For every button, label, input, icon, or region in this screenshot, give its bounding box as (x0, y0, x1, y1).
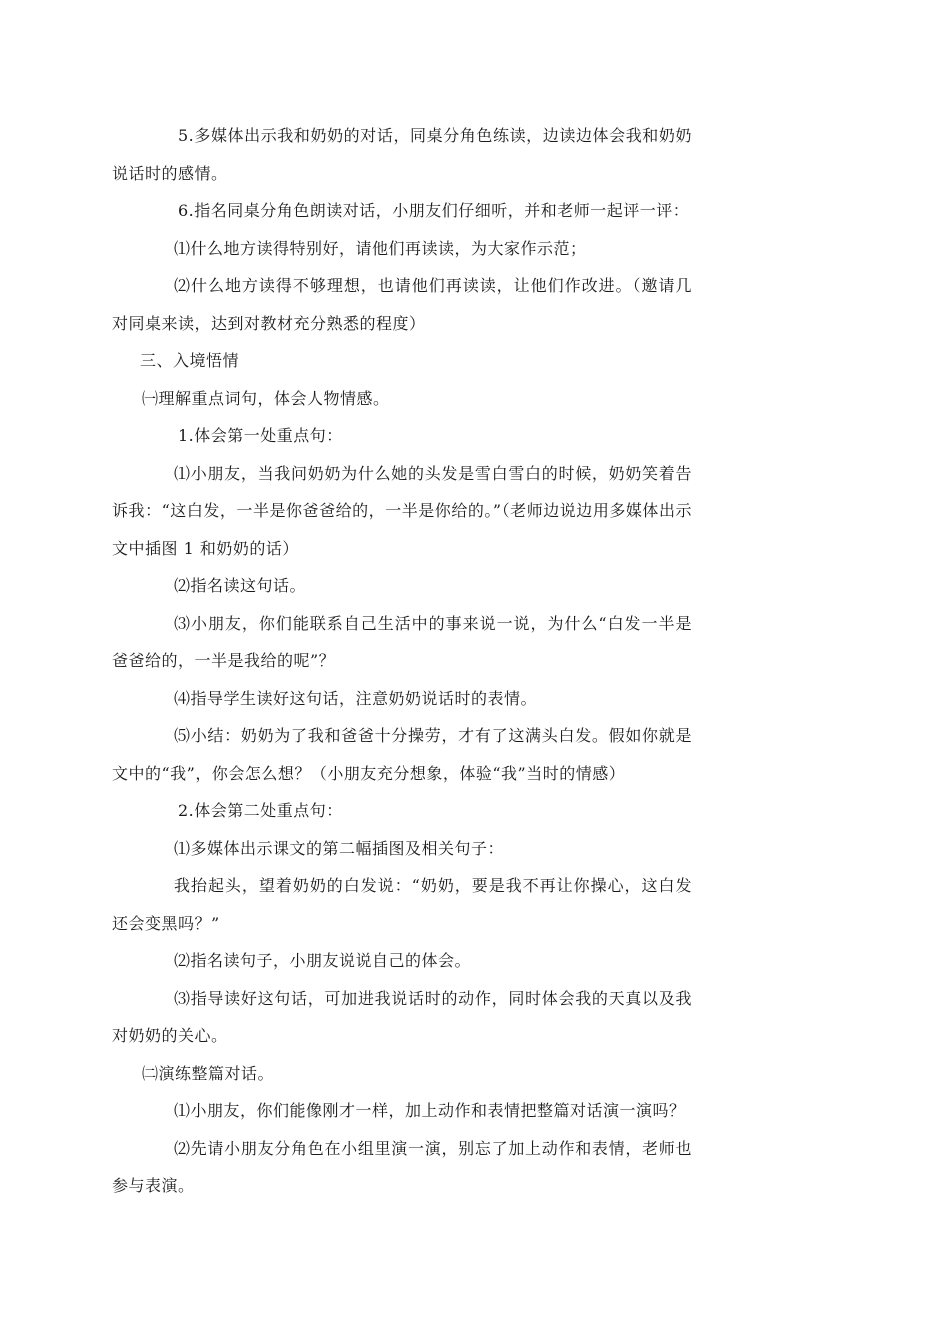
paragraph-step-6-item-1: ⑴什么地方读得特别好，请他们再读读，为大家作示范； (174, 238, 587, 258)
key-sentence-2-heading: 2.体会第二处重点句： (178, 801, 343, 820)
paragraph-step-5: 5.多媒体出示我和奶奶的对话，同桌分角色练读，边读边体会我和奶奶说话时的感情。 (112, 126, 692, 183)
key-sentence-1-item-5: ⑸小结：奶奶为了我和爸爸十分操劳，才有了这满头白发。假如你就是文中的“我”，你会怎么想？（小朋友充分想象，体验“我”当时的情感） (112, 726, 692, 783)
section-heading-3: 三、入境悟情 (140, 351, 240, 370)
key-sentence-1-item-2: ⑵指名读这句话。 (174, 576, 307, 595)
body-text (112, 117, 692, 1205)
subsection-heading-1: ㈠理解重点词句，体会人物情感。 (142, 388, 390, 408)
key-sentence-1-item-1: ⑴小朋友，当我问奶奶为什么她的头发是雪白雪白的时候，奶奶笑着告诉我：“这白发，一半是你爸爸给的，一半是你给的。”（老师边说边用多媒体出示文中插图 1 和奶奶的话） (112, 463, 692, 558)
dialogue-item-2: ⑵先请小朋友分角色在小组里演一演，别忘了加上动作和表情，老师也参与表演。 (112, 1138, 692, 1195)
key-sentence-2-quote: 我抬起头，望着奶奶的白发说：“奶奶，要是我不再让你操心，这白发还会变黑吗？” (112, 876, 692, 933)
key-sentence-2-item-2: ⑵指名读句子，小朋友说说自己的体会。 (174, 951, 472, 970)
paragraph-step-6-item-2: ⑵什么地方读得不够理想，也请他们再读读，让他们作改进。（邀请几对同桌来读，达到对教材充分熟悉的程度） (112, 276, 692, 333)
key-sentence-2-item-3: ⑶指导读好这句话，可加进我说话时的动作，同时体会我的天真以及我对奶奶的关心。 (112, 988, 692, 1045)
paragraph-step-6: 6.指名同桌分角色朗读对话，小朋友们仔细听，并和老师一起评一评： (178, 201, 690, 220)
key-sentence-2-item-1: ⑴多媒体出示课文的第二幅插图及相关句子： (174, 838, 505, 858)
key-sentence-1-heading: 1.体会第一处重点句： (178, 426, 343, 445)
dialogue-item-1: ⑴小朋友，你们能像刚才一样，加上动作和表情把整篇对话演一演吗？ (174, 1101, 686, 1120)
key-sentence-1-item-3: ⑶小朋友，你们能联系自己生活中的事来说一说，为什么“白发一半是爸爸给的，一半是我给的呢”？ (112, 613, 692, 670)
subsection-heading-2: ㈡演练整篇对话。 (142, 1063, 275, 1083)
key-sentence-1-item-4: ⑷指导学生读好这句话，注意奶奶说话时的表情。 (174, 688, 538, 708)
